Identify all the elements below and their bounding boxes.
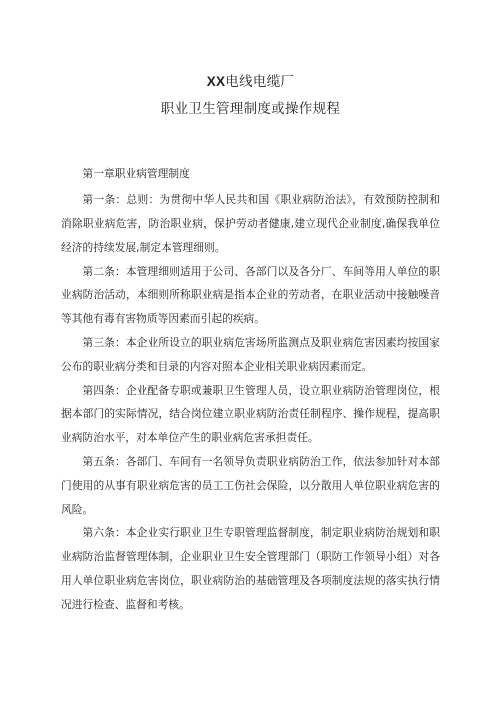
document-title: 职业卫生管理制度或操作规程	[160, 101, 341, 117]
company-title	[61, 72, 440, 92]
article-4: 第四条：企业配备专职或兼职卫生管理人员，设立职业病防治管理岗位，根据本部门的实际情况，结合岗位建立职业病防治责任制程序、操作规程，提高职业病防治水平，对本单位产生的职业病危害承担责任。	[61, 383, 440, 445]
article-3: 第三条：本企业所设立的职业病危害场所监测点及职业病危害因素均按国家公布的职业病分类和目录的内容对照本企业相关职业病因素而定。	[61, 336, 440, 373]
company-prefix: XX	[206, 74, 226, 89]
article-2: 第二条：本管理细则适用于公司、各部门以及各分厂、车间等用人单位的职业病防治活动，本细则所称职业病是指本企业的劳动者，在职业活动中接触噪音等其他有毒有害物质等因素而引起的疾病。	[61, 264, 440, 326]
article-5: 第五条：各部门、车间有一名领导负责职业病防治工作，依法参加针对本部门使用的从事有职业病危害的员工工伤社会保险，以分散用人单位职业病危害的风险。	[61, 455, 440, 516]
article-6: 第六条：本企业实行职业卫生专职管理监督制度，制定职业病防治规划和职业病防治监督管理体制，企业职业卫生安全管理部门（职防工作领导小组）对各用人单位职业病危害岗位，职业病防治的基础管理及各项制度法规的落实执行情况进行检查、监督和考核。	[61, 526, 440, 611]
company-name: 电线电缆厂	[225, 74, 295, 90]
document-body	[61, 162, 440, 617]
chapter-heading: 第一章职业病管理制度	[82, 167, 190, 180]
article-1: 第一条：总则：为贯彻中华人民共和国《职业病防治法》，有效预防控制和消除职业病危害，防治职业病，保护劳动者健康,建立现代企业制度,确保我单位经济的持续发展,制定本管理细则。	[61, 193, 440, 254]
